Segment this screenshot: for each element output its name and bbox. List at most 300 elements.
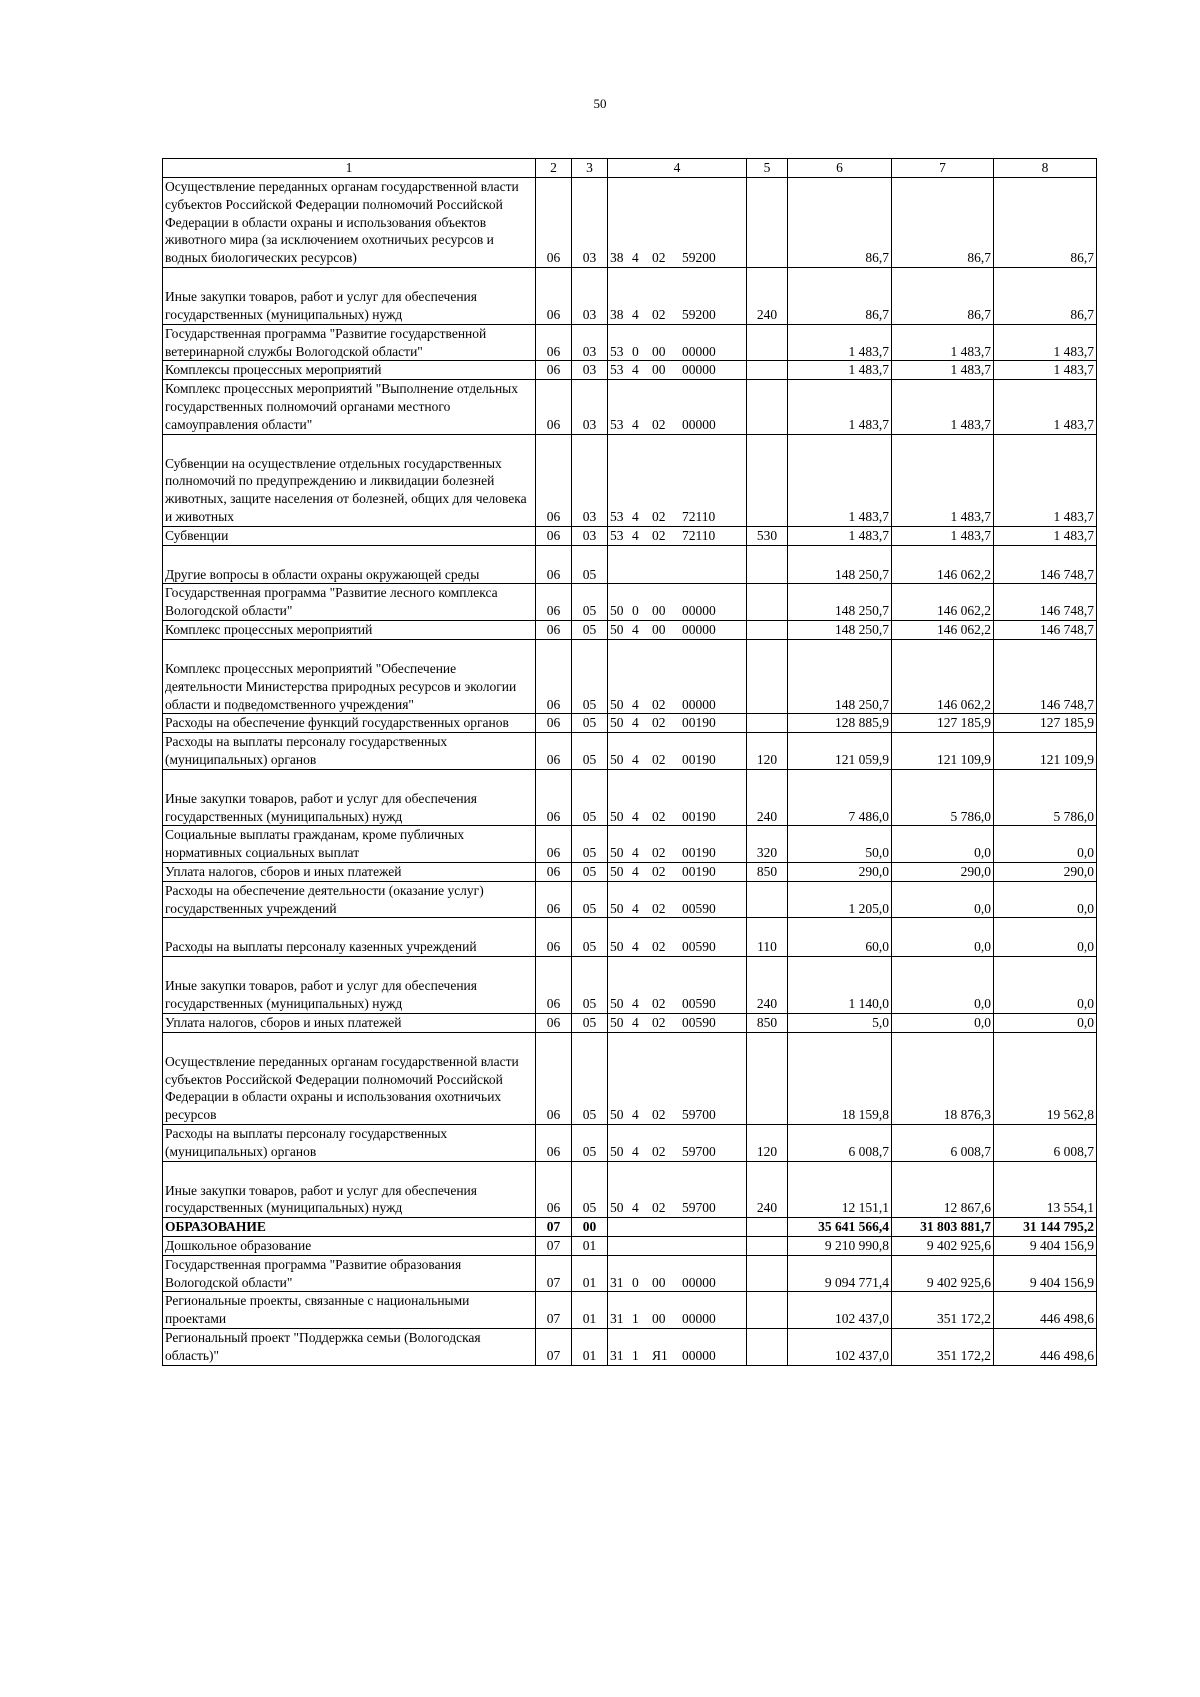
code-part-p4: 00000	[682, 1274, 716, 1290]
amount-col-8: 6 008,7	[994, 1124, 1097, 1161]
row-name: Дошкольное образование	[163, 1237, 536, 1256]
code-part-p4: 59200	[682, 306, 716, 322]
amount-col-7: 9 402 925,6	[892, 1255, 994, 1292]
subsection-code: 05	[572, 545, 608, 584]
amount-col-8: 1 483,7	[994, 361, 1097, 380]
amount-col-7: 9 402 925,6	[892, 1237, 994, 1256]
amount-col-8: 446 498,6	[994, 1292, 1097, 1329]
code-part-p4: 00190	[682, 715, 716, 731]
code-part-p1: 50	[610, 1143, 624, 1159]
amount-col-8: 1 483,7	[994, 324, 1097, 361]
table-row	[163, 769, 1097, 826]
code-part-p4: 00000	[682, 1347, 716, 1363]
expense-type-code: 240	[747, 1161, 788, 1218]
page-number: 50	[593, 96, 607, 111]
target-article-code	[608, 1161, 747, 1218]
target-article-code	[608, 957, 747, 1014]
section-code: 06	[536, 918, 572, 957]
target-article-code	[608, 826, 747, 863]
code-part-p3: 02	[652, 1107, 666, 1123]
header-cell: 7	[892, 159, 994, 178]
table-row	[163, 733, 1097, 770]
expense-type-code	[747, 714, 788, 733]
section-code: 06	[536, 769, 572, 826]
amount-col-6: 1 205,0	[788, 881, 892, 918]
code-part-p2: 4	[632, 996, 639, 1012]
amount-col-6: 18 159,8	[788, 1032, 892, 1124]
row-name: Региональные проекты, связанные с национальными проектами	[163, 1292, 536, 1329]
amount-col-7: 146 062,2	[892, 621, 994, 640]
amount-col-6: 121 059,9	[788, 733, 892, 770]
expense-type-code	[747, 621, 788, 640]
row-name: Иные закупки товаров, работ и услуг для обеспечения государственных (муниципальных) нужд	[163, 1161, 536, 1218]
code-part-p1: 50	[610, 808, 624, 824]
section-code: 06	[536, 881, 572, 918]
target-article-code	[608, 863, 747, 882]
code-part-p1: 50	[610, 622, 624, 638]
code-part-p4: 72110	[682, 509, 716, 524]
amount-col-6: 1 483,7	[788, 324, 892, 361]
code-part-p2: 4	[632, 864, 639, 879]
amount-col-8: 86,7	[994, 178, 1097, 268]
code-part-p4: 59700	[682, 1107, 716, 1123]
amount-col-6: 1 140,0	[788, 957, 892, 1014]
amount-col-8: 146 748,7	[994, 639, 1097, 713]
amount-col-8: 146 748,7	[994, 545, 1097, 584]
table-header-row	[163, 159, 1097, 178]
target-article-code	[608, 1237, 747, 1256]
table-row	[163, 380, 1097, 434]
subsection-code: 05	[572, 863, 608, 882]
subsection-code: 05	[572, 1161, 608, 1218]
amount-col-7: 5 786,0	[892, 769, 994, 826]
amount-col-8: 0,0	[994, 957, 1097, 1014]
amount-col-7: 1 483,7	[892, 380, 994, 434]
amount-col-6: 148 250,7	[788, 639, 892, 713]
target-article-code	[608, 714, 747, 733]
code-part-p1: 50	[610, 696, 624, 712]
section-code: 06	[536, 361, 572, 380]
amount-col-6: 60,0	[788, 918, 892, 957]
subsection-code: 01	[572, 1292, 608, 1329]
code-part-p1: 50	[610, 751, 624, 767]
row-name: Расходы на обеспечение деятельности (оказание услуг) государственных учреждений	[163, 881, 536, 918]
target-article-code	[608, 1013, 747, 1032]
code-part-p4: 00000	[682, 603, 716, 619]
amount-col-6: 148 250,7	[788, 621, 892, 640]
section-code: 06	[536, 714, 572, 733]
code-part-p1: 50	[610, 996, 624, 1012]
code-part-p2: 4	[632, 939, 639, 955]
row-name: Расходы на обеспечение функций государственных органов	[163, 714, 536, 733]
amount-col-7: 1 483,7	[892, 526, 994, 545]
section-code: 06	[536, 434, 572, 526]
code-part-p1: 31	[610, 1347, 624, 1363]
target-article-code	[608, 268, 747, 325]
subsection-code: 05	[572, 826, 608, 863]
code-part-p3: 00	[652, 362, 666, 378]
expense-type-code	[747, 881, 788, 918]
code-part-p3: 02	[652, 996, 666, 1012]
row-name: Иные закупки товаров, работ и услуг для обеспечения государственных (муниципальных) нужд	[163, 268, 536, 325]
amount-col-6: 50,0	[788, 826, 892, 863]
amount-col-7: 0,0	[892, 918, 994, 957]
expense-type-code	[747, 1292, 788, 1329]
subsection-code: 05	[572, 733, 608, 770]
subsection-code: 05	[572, 957, 608, 1014]
amount-col-6: 1 483,7	[788, 434, 892, 526]
code-part-p4: 00190	[682, 751, 716, 767]
amount-col-7: 0,0	[892, 826, 994, 863]
code-part-p2: 1	[632, 1347, 639, 1363]
code-part-p1: 50	[610, 864, 624, 879]
amount-col-7: 146 062,2	[892, 545, 994, 584]
section-code: 06	[536, 526, 572, 545]
code-part-p2: 4	[632, 306, 639, 322]
row-name: Государственная программа "Развитие лесного комплекса Вологодской области"	[163, 584, 536, 621]
table-row	[163, 545, 1097, 584]
amount-col-6: 9 210 990,8	[788, 1237, 892, 1256]
amount-col-7: 18 876,3	[892, 1032, 994, 1124]
code-part-p4: 59700	[682, 1143, 716, 1159]
row-name: Иные закупки товаров, работ и услуг для обеспечения государственных (муниципальных) нужд	[163, 769, 536, 826]
amount-col-8: 146 748,7	[994, 621, 1097, 640]
amount-col-8: 290,0	[994, 863, 1097, 882]
table-row	[163, 1032, 1097, 1124]
amount-col-6: 12 151,1	[788, 1161, 892, 1218]
table-row	[163, 1124, 1097, 1161]
amount-col-8: 31 144 795,2	[994, 1218, 1097, 1237]
budget-table	[162, 158, 1097, 1366]
row-name: Комплексы процессных мероприятий	[163, 361, 536, 380]
amount-col-6: 35 641 566,4	[788, 1218, 892, 1237]
code-part-p4: 00190	[682, 845, 716, 861]
amount-col-8: 9 404 156,9	[994, 1237, 1097, 1256]
section-code: 06	[536, 178, 572, 268]
header-cell: 5	[747, 159, 788, 178]
code-part-p1: 50	[610, 603, 624, 619]
table-row	[163, 1013, 1097, 1032]
section-code: 06	[536, 826, 572, 863]
amount-col-8: 86,7	[994, 268, 1097, 325]
subsection-code: 00	[572, 1218, 608, 1237]
section-code: 06	[536, 380, 572, 434]
amount-col-7: 6 008,7	[892, 1124, 994, 1161]
table-row	[163, 526, 1097, 545]
subsection-code: 01	[572, 1255, 608, 1292]
row-name: Расходы на выплаты персоналу государственных (муниципальных) органов	[163, 733, 536, 770]
section-code: 06	[536, 545, 572, 584]
subsection-code: 05	[572, 1124, 608, 1161]
section-code: 07	[536, 1292, 572, 1329]
row-name: Комплекс процессных мероприятий "Обеспечение деятельности Министерства природных ресурсов и экологии области и подведомственного учреждения"	[163, 639, 536, 713]
amount-col-6: 5,0	[788, 1013, 892, 1032]
code-part-p3: 00	[652, 603, 666, 619]
amount-col-8: 5 786,0	[994, 769, 1097, 826]
row-name: Комплекс процессных мероприятий	[163, 621, 536, 640]
target-article-code	[608, 1292, 747, 1329]
amount-col-8: 0,0	[994, 918, 1097, 957]
expense-type-code: 110	[747, 918, 788, 957]
table-row	[163, 957, 1097, 1014]
table-row	[163, 1218, 1097, 1237]
row-name: ОБРАЗОВАНИЕ	[163, 1218, 536, 1237]
expense-type-code: 240	[747, 769, 788, 826]
code-part-p2: 4	[632, 1200, 639, 1216]
amount-col-8: 19 562,8	[994, 1032, 1097, 1124]
code-part-p1: 50	[610, 845, 624, 861]
target-article-code	[608, 621, 747, 640]
code-part-p1: 53	[610, 343, 624, 359]
code-part-p2: 0	[632, 1274, 639, 1290]
code-part-p4: 00000	[682, 1311, 716, 1327]
subsection-code: 03	[572, 434, 608, 526]
subsection-code: 01	[572, 1329, 608, 1366]
code-part-p3: 02	[652, 1200, 666, 1216]
amount-col-7: 31 803 881,7	[892, 1218, 994, 1237]
code-part-p2: 0	[632, 603, 639, 619]
subsection-code: 01	[572, 1237, 608, 1256]
table-row	[163, 1237, 1097, 1256]
row-name: Уплата налогов, сборов и иных платежей	[163, 863, 536, 882]
row-name: Субвенции на осуществление отдельных государственных полномочий по предупреждению и ликвидации болезней животных, защите населения от болезней, общих для человека и животных	[163, 434, 536, 526]
code-part-p1: 50	[610, 939, 624, 955]
row-name: Другие вопросы в области охраны окружающей среды	[163, 545, 536, 584]
row-name: Комплекс процессных мероприятий "Выполнение отдельных государственных полномочий органами местного самоуправления области"	[163, 380, 536, 434]
amount-col-6: 9 094 771,4	[788, 1255, 892, 1292]
row-name: Региональный проект "Поддержка семьи (Вологодская область)"	[163, 1329, 536, 1366]
header-cell: 1	[163, 159, 536, 178]
table-row	[163, 584, 1097, 621]
code-part-p4: 00000	[682, 362, 716, 378]
amount-col-7: 1 483,7	[892, 324, 994, 361]
row-name: Расходы на выплаты персоналу государственных (муниципальных) органов	[163, 1124, 536, 1161]
amount-col-8: 446 498,6	[994, 1329, 1097, 1366]
expense-type-code	[747, 639, 788, 713]
expense-type-code: 120	[747, 1124, 788, 1161]
code-part-p4: 59200	[682, 250, 716, 266]
code-part-p3: 02	[652, 1014, 666, 1030]
subsection-code: 03	[572, 324, 608, 361]
target-article-code	[608, 1255, 747, 1292]
table-row	[163, 826, 1097, 863]
code-part-p1: 53	[610, 416, 624, 432]
code-part-p4: 00590	[682, 900, 716, 916]
code-part-p3: 02	[652, 250, 666, 266]
subsection-code: 05	[572, 918, 608, 957]
code-part-p4: 00190	[682, 808, 716, 824]
subsection-code: 05	[572, 881, 608, 918]
code-part-p2: 4	[632, 622, 639, 638]
section-code: 06	[536, 268, 572, 325]
table-row	[163, 178, 1097, 268]
code-part-p2: 4	[632, 1143, 639, 1159]
code-part-p2: 4	[632, 509, 639, 524]
target-article-code	[608, 380, 747, 434]
subsection-code: 03	[572, 380, 608, 434]
code-part-p1: 53	[610, 362, 624, 378]
subsection-code: 05	[572, 584, 608, 621]
code-part-p3: 02	[652, 939, 666, 955]
subsection-code: 05	[572, 1032, 608, 1124]
table-row	[163, 268, 1097, 325]
code-part-p2: 4	[632, 808, 639, 824]
amount-col-6: 1 483,7	[788, 526, 892, 545]
amount-col-8: 0,0	[994, 881, 1097, 918]
row-name: Государственная программа "Развитие государственной ветеринарной службы Вологодской области"	[163, 324, 536, 361]
target-article-code	[608, 434, 747, 526]
code-part-p3: 00	[652, 1274, 666, 1290]
code-part-p4: 00590	[682, 939, 716, 955]
subsection-code: 05	[572, 769, 608, 826]
amount-col-6: 128 885,9	[788, 714, 892, 733]
expense-type-code: 240	[747, 957, 788, 1014]
header-cell: 4	[608, 159, 747, 178]
row-name: Государственная программа "Развитие образования Вологодской области"	[163, 1255, 536, 1292]
table-row	[163, 881, 1097, 918]
target-article-code	[608, 881, 747, 918]
amount-col-7: 86,7	[892, 268, 994, 325]
code-part-p2: 0	[632, 343, 639, 359]
subsection-code: 05	[572, 639, 608, 713]
expense-type-code: 850	[747, 863, 788, 882]
amount-col-7: 0,0	[892, 1013, 994, 1032]
table-row	[163, 1255, 1097, 1292]
code-part-p1: 50	[610, 715, 624, 731]
subsection-code: 03	[572, 361, 608, 380]
table-row	[163, 324, 1097, 361]
header-cell: 8	[994, 159, 1097, 178]
subsection-code: 05	[572, 714, 608, 733]
table-row	[163, 1161, 1097, 1218]
section-code: 06	[536, 1032, 572, 1124]
amount-col-7: 0,0	[892, 957, 994, 1014]
amount-col-6: 86,7	[788, 268, 892, 325]
section-code: 07	[536, 1237, 572, 1256]
expense-type-code	[747, 1237, 788, 1256]
section-code: 06	[536, 733, 572, 770]
amount-col-8: 1 483,7	[994, 526, 1097, 545]
code-part-p3: 00	[652, 622, 666, 638]
section-code: 06	[536, 639, 572, 713]
target-article-code	[608, 1218, 747, 1237]
code-part-p1: 53	[610, 527, 624, 543]
section-code: 06	[536, 324, 572, 361]
expense-type-code	[747, 361, 788, 380]
amount-col-8: 127 185,9	[994, 714, 1097, 733]
expense-type-code	[747, 1255, 788, 1292]
header-cell: 2	[536, 159, 572, 178]
target-article-code	[608, 1329, 747, 1366]
code-part-p4: 00190	[682, 864, 716, 879]
code-part-p3: 00	[652, 343, 666, 359]
target-article-code	[608, 178, 747, 268]
code-part-p1: 31	[610, 1274, 624, 1290]
amount-col-8: 146 748,7	[994, 584, 1097, 621]
code-part-p2: 4	[632, 845, 639, 861]
target-article-code	[608, 1032, 747, 1124]
amount-col-7: 86,7	[892, 178, 994, 268]
code-part-p1: 50	[610, 1014, 624, 1030]
amount-col-8: 1 483,7	[994, 434, 1097, 526]
code-part-p1: 50	[610, 900, 624, 916]
amount-col-8: 0,0	[994, 1013, 1097, 1032]
section-code: 07	[536, 1218, 572, 1237]
code-part-p3: 02	[652, 751, 666, 767]
amount-col-8: 121 109,9	[994, 733, 1097, 770]
row-name: Осуществление переданных органам государственной власти субъектов Российской Федерации полномочий Российской Федерации в области охраны и использования охотничьих ресурсов	[163, 1032, 536, 1124]
code-part-p2: 1	[632, 1311, 639, 1327]
section-code: 06	[536, 621, 572, 640]
code-part-p2: 4	[632, 362, 639, 378]
amount-col-6: 6 008,7	[788, 1124, 892, 1161]
amount-col-7: 146 062,2	[892, 639, 994, 713]
code-part-p1: 31	[610, 1311, 624, 1327]
code-part-p4: 00000	[682, 622, 716, 638]
expense-type-code: 120	[747, 733, 788, 770]
code-part-p4: 00000	[682, 696, 716, 712]
code-part-p1: 38	[610, 250, 624, 266]
target-article-code	[608, 584, 747, 621]
header-cell: 6	[788, 159, 892, 178]
code-part-p2: 4	[632, 696, 639, 712]
code-part-p3: Я1	[652, 1347, 668, 1363]
amount-col-7: 1 483,7	[892, 361, 994, 380]
table-row	[163, 1292, 1097, 1329]
table-row	[163, 863, 1097, 882]
amount-col-7: 146 062,2	[892, 584, 994, 621]
target-article-code	[608, 545, 747, 584]
subsection-code: 03	[572, 526, 608, 545]
code-part-p3: 00	[652, 1311, 666, 1327]
code-part-p4: 00590	[682, 1014, 716, 1030]
expense-type-code	[747, 1218, 788, 1237]
amount-col-7: 127 185,9	[892, 714, 994, 733]
row-name: Осуществление переданных органам государственной власти субъектов Российской Федерации полномочий Российской Федерации в области охраны и использования объектов животного мира (за исключением охотничьих ресурсов и водных биологических ресурсов)	[163, 178, 536, 268]
target-article-code	[608, 1124, 747, 1161]
amount-col-7: 351 172,2	[892, 1329, 994, 1366]
code-part-p2: 4	[632, 751, 639, 767]
target-article-code	[608, 361, 747, 380]
expense-type-code	[747, 434, 788, 526]
code-part-p2: 4	[632, 1014, 639, 1030]
code-part-p3: 02	[652, 808, 666, 824]
section-code: 07	[536, 1255, 572, 1292]
code-part-p2: 4	[632, 900, 639, 916]
expense-type-code	[747, 380, 788, 434]
section-code: 06	[536, 584, 572, 621]
code-part-p3: 02	[652, 864, 666, 879]
section-code: 06	[536, 1161, 572, 1218]
code-part-p3: 02	[652, 696, 666, 712]
code-part-p2: 4	[632, 416, 639, 432]
code-part-p4: 00000	[682, 343, 716, 359]
subsection-code: 03	[572, 268, 608, 325]
row-name: Иные закупки товаров, работ и услуг для обеспечения государственных (муниципальных) нужд	[163, 957, 536, 1014]
amount-col-6: 102 437,0	[788, 1329, 892, 1366]
section-code: 06	[536, 957, 572, 1014]
amount-col-7: 12 867,6	[892, 1161, 994, 1218]
table-row	[163, 639, 1097, 713]
code-part-p1: 50	[610, 1107, 624, 1123]
code-part-p3: 02	[652, 900, 666, 916]
target-article-code	[608, 733, 747, 770]
section-code: 07	[536, 1329, 572, 1366]
expense-type-code: 530	[747, 526, 788, 545]
amount-col-6: 148 250,7	[788, 545, 892, 584]
row-name: Расходы на выплаты персоналу казенных учреждений	[163, 918, 536, 957]
amount-col-7: 0,0	[892, 881, 994, 918]
